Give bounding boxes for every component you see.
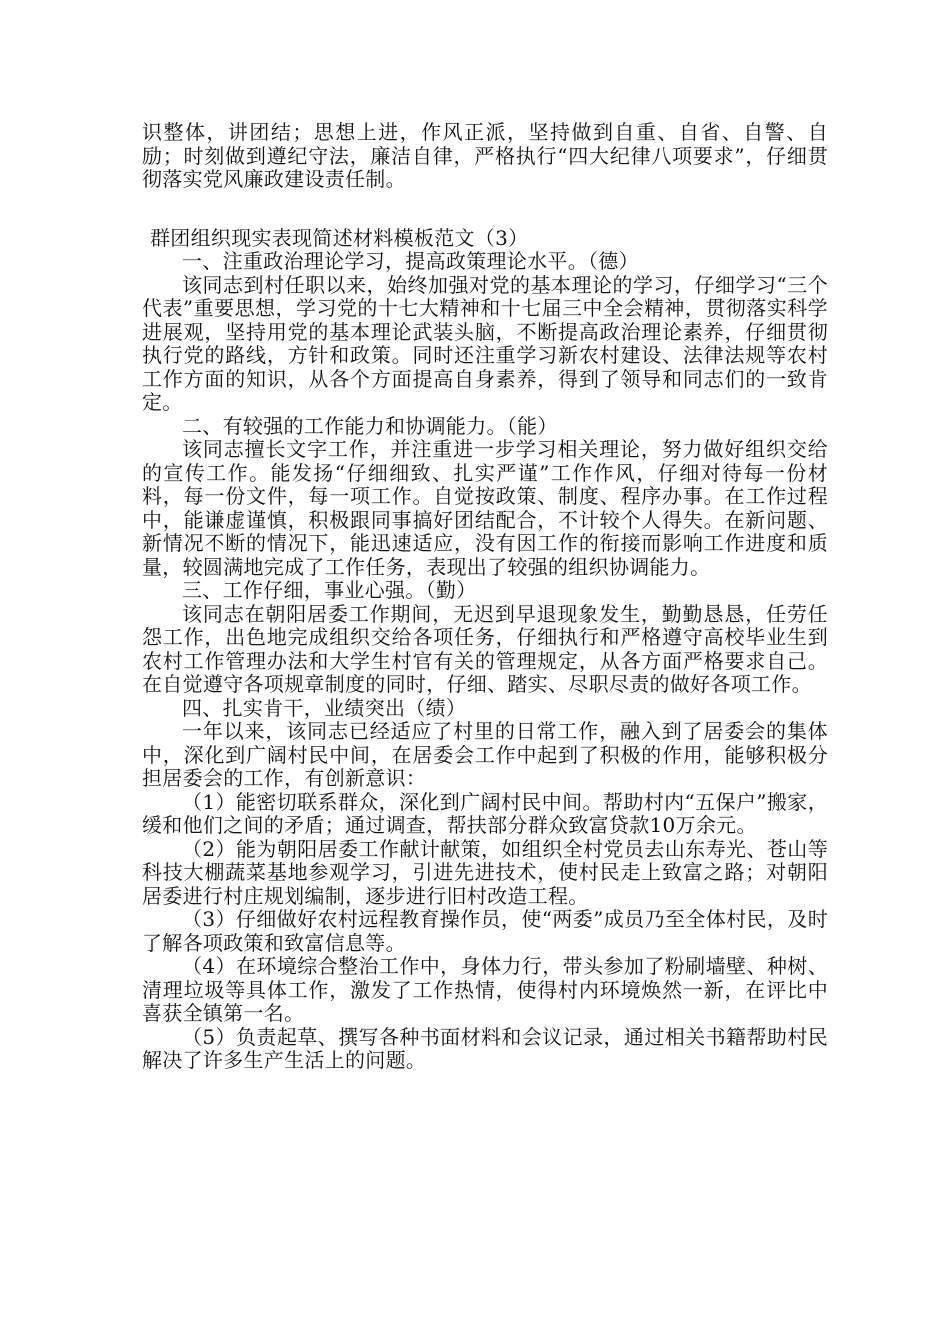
document-page	[142, 121, 828, 1073]
section-heading-3: 三、工作仔细，事业心强。（勤）	[182, 578, 477, 602]
blank-line	[142, 192, 828, 227]
section-heading-4: 四、扎实肯干，业绩突出（绩）	[182, 695, 467, 720]
section-1-paragraph-1: 该同志到村任职以来，始终加强对党的基本理论的学习，仔细学习“三个代表”重要思想，学习党的十七大精神和十七届三中全会精神，贯彻落实科学进展观，坚持用党的基本理论武装头脑，不断提高政治理论素养，仔细贯彻执行党的路线，方针和政策。同时还注重学习新农村建设、法律法规等农村工作方面的知识，从各个方面提高自身素养，得到了领导和同志们的一致肯定。	[142, 272, 828, 414]
section-heading-1: 一、注重政治理论学习，提高政策理论水平。（德）	[182, 249, 639, 273]
section-4-item-3: （3）仔细做好农村远程教育操作员，使“两委”成员乃至全体村民，及时了解各项政策和致富信息等。	[142, 907, 828, 955]
document-title: 群团组织现实表现简述材料模板范文（3）	[150, 225, 529, 250]
section-2-paragraph-1: 该同志擅长文字工作，并注重进一步学习相关理论，努力做好组织交给的宣传工作。能发扬“仔细细致、扎实严谨”工作作风，仔细对待每一份材料，每一份文件，每一项工作。自觉按政策、制度、程序办事。在工作过程中，能谦虚谨慎，积极跟同事搞好团结配合，不计较个人得失。在新问题、新情况不断的情况下，能迅速适应，没有因工作的衔接而影响工作进度和质量，较圆满地完成了工作任务，表现出了较强的组织协调能力。	[142, 437, 828, 579]
intro-paragraph: 识整体，讲团结；思想上进，作风正派，坚持做到自重、自省、自警、自励；时刻做到遵纪守法，廉洁自律，严格执行“四大纪律八项要求”，仔细贯彻落实党风廉政建设责任制。	[142, 120, 828, 191]
section-4-item-2: （2）能为朝阳居委工作献计献策，如组织全村党员去山东寿光、苍山等科技大棚蔬菜基地参观学习，引进先进技术，使村民走上致富之路；对朝阳居委进行村庄规划编制，逐步进行旧村改造工程。	[142, 836, 828, 908]
section-4-item-1: （1）能密切联系群众，深化到广阔村民中间。帮助村内“五保户”搬家，缓和他们之间的矛盾；通过调查，帮扶部分群众致富贷款10万余元。	[142, 789, 828, 837]
section-4-item-4: （4）在环境综合整治工作中，身体力行，带头参加了粉刷墙壁、种树、清理垃圾等具体工作，激发了工作热情，使得村内环境焕然一新，在评比中喜获全镇第一名。	[142, 954, 828, 1025]
section-4-item-5: （5）负责起草、撰写各种书面材料和会议记录，通过相关书籍帮助村民解决了许多生产生活上的问题。	[142, 1024, 828, 1072]
section-3-paragraph-1: 该同志在朝阳居委工作期间，无迟到早退现象发生，勤勤恳恳，任劳任怨工作，出色地完成组织交给各项任务，仔细执行和严格遵守高校毕业生到农村工作管理办法和大学生村官有关的管理规定，从各方面严格要求自己。在自觉遵守各项规章制度的同时，仔细、踏实、尽职尽责的做好各项工作。	[142, 601, 828, 696]
section-4-paragraph-1: 一年以来，该同志已经适应了村里的日常工作，融入到了居委会的集体中，深化到广阔村民中间，在居委会工作中起到了积极的作用，能够积极分担居委会的工作，有创新意识：	[142, 719, 828, 790]
section-heading-2: 二、有较强的工作能力和协调能力。（能）	[182, 413, 558, 438]
